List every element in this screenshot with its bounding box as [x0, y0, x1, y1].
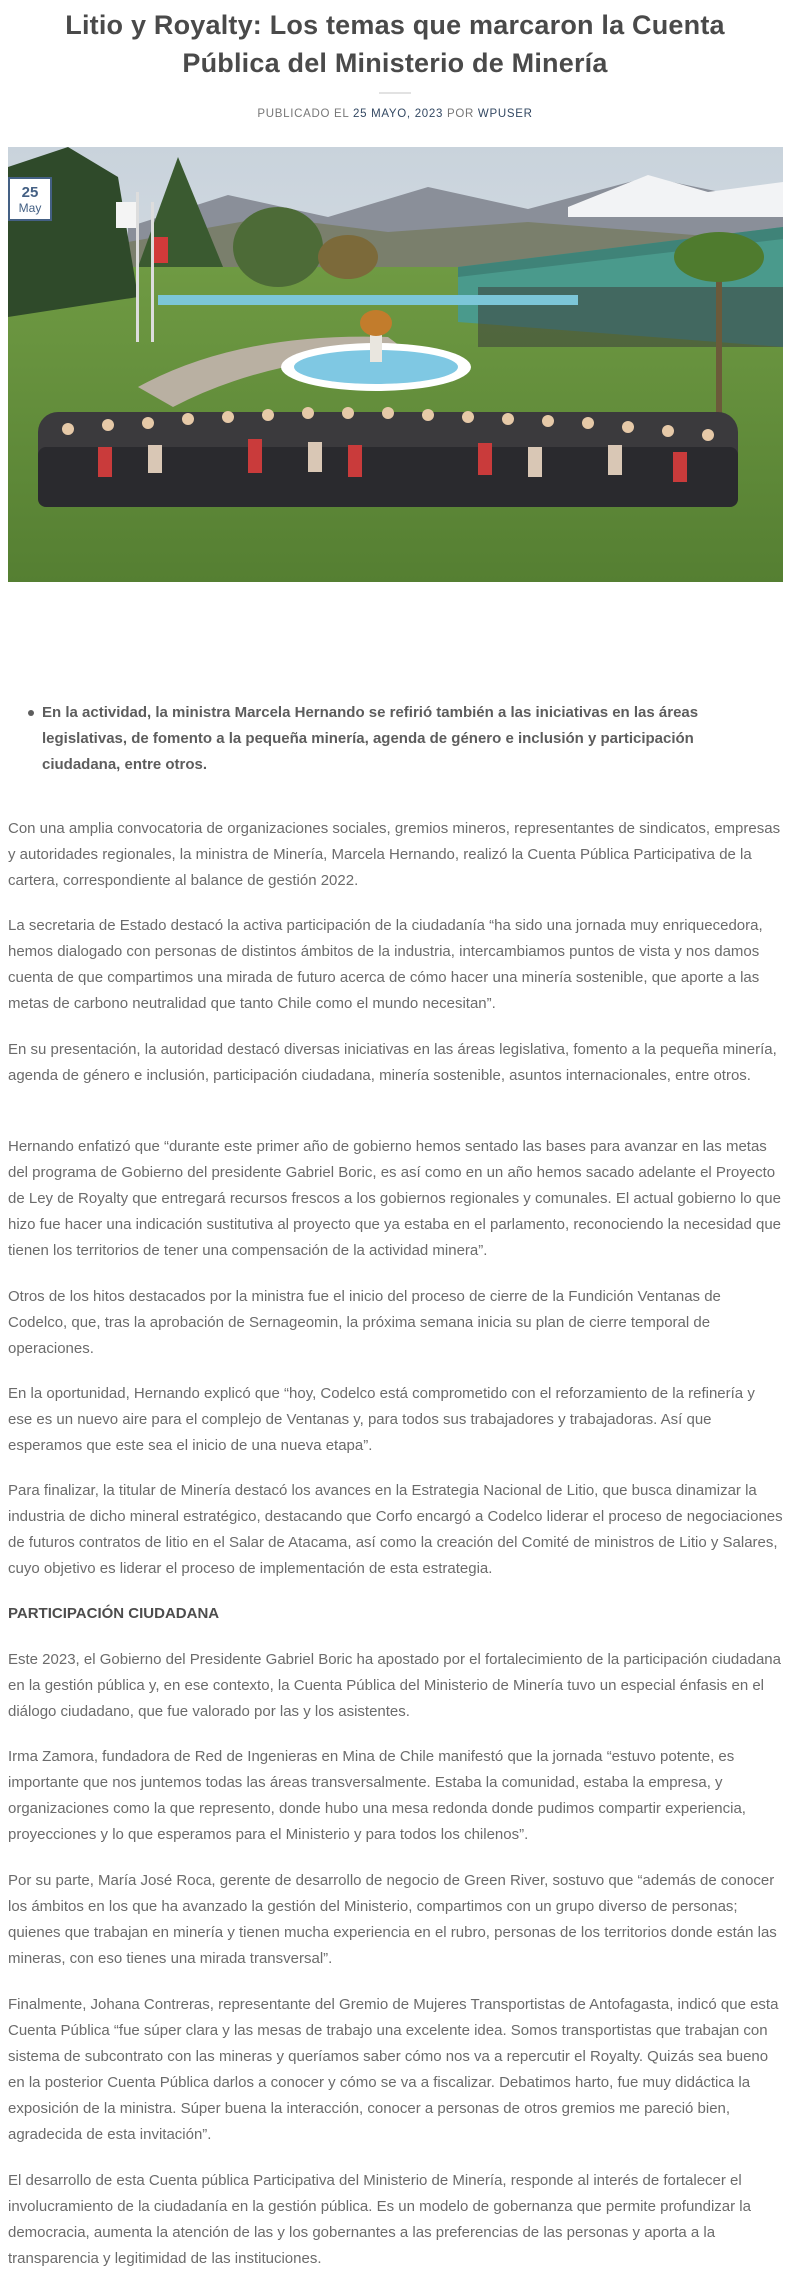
paragraph-2: La secretaria de Estado destacó la activa participación de la ciudadanía “ha sido una jornada muy enriquecedora, hemos dialogado con personas de distintos ámbitos de la industria, intercambiamos puntos de vista y nos damos cuenta de que compartimos una mirada de futuro acerca de cómo hacer una minería sostenible, que aporte a las metas de carbono neutralidad que tanto Chile como el mundo necesitan”. — [8, 917, 763, 1012]
badge-day: 25 — [21, 184, 39, 201]
badge-month: May — [18, 201, 42, 215]
article-title: Litio y Royalty: Los temas que marcaron la Cuenta Pública del Ministerio de Minería — [65, 10, 725, 78]
paragraph-6: En la oportunidad, Hernando explicó que “hoy, Codelco está comprometido con el reforzamiento de la refinería y ese es un nuevo aire para el complejo de Ventanas y, para todos sus trabajadores y trabajadoras. Así que esperamos que este sea el inicio de una nueva etapa”. — [8, 1385, 755, 1454]
by-label: POR — [446, 108, 475, 120]
section-heading: PARTICIPACIÓN CIUDADANA — [8, 1605, 220, 1622]
paragraph-7: Para finalizar, la titular de Minería destacó los avances en la Estrategia Nacional de Litio, que busca dinamizar la industria de dicho mineral estratégico, destacando que Corfo encargó a Codelco liderar el proceso de negociaciones de futuros contratos de litio en el Salar de Atacama, así como la creación del Comité de ministros de Litio y Salares, cuyo objetivo es liderar el proceso de implementación de esta estrategia. — [8, 1482, 783, 1577]
paragraph-1: Con una amplia convocatoria de organizaciones sociales, gremios mineros, representantes de sindicatos, empresas y autoridades regionales, la ministra de Minería, Marcela Hernando, realizó la Cuenta Pública Participativa de la cartera, correspondiente al balance de gestión 2022. — [8, 820, 781, 889]
author-link[interactable]: WPUSER — [477, 108, 533, 120]
highlight-bullet: En la actividad, la ministra Marcela Hernando se refirió también a las iniciativas en las áreas legislativas, de fomento a la pequeña minería, agenda de género e inclusión y participación ciudadana, entre otros. — [28, 700, 768, 778]
date-badge — [8, 177, 52, 221]
post-meta — [0, 108, 790, 120]
paragraph-8: Este 2023, el Gobierno del Presidente Gabriel Boric ha apostado por el fortalecimiento de la participación ciudadana en la gestión pública y, en ese contexto, la Cuenta Pública del Ministerio de Minería tuvo un especial énfasis en el diálogo ciudadano, que fue valorado por las y los asistentes. — [8, 1651, 781, 1720]
paragraph-4: Hernando enfatizó que “durante este primer año de gobierno hemos sentado las bases para avanzar en las metas del programa de Gobierno del presidente Gabriel Boric, es así como en un año hemos sacado adelante el Proyecto de Ley de Royalty que entregará recursos frescos a los gobiernos regionales y comunales. El actual gobierno lo que hizo fue hacer una indicación sustitutiva al proyecto que ya estaba en el parlamento, reconociendo la necesidad que tienen los territorios de tener una compensación de la actividad minera”. — [8, 1138, 782, 1259]
paragraph-5: Otros de los hitos destacados por la ministra fue el inicio del proceso de cierre de la Fundición Ventanas de Codelco, que, tras la aprobación de Sernageomin, la próxima semana inicia su plan de cierre temporal de operaciones. — [8, 1288, 721, 1357]
published-label: PUBLICADO EL — [257, 108, 350, 120]
featured-image — [8, 147, 783, 582]
title-divider — [379, 92, 411, 94]
post-date-link[interactable]: 25 MAYO, 2023 — [353, 108, 444, 120]
paragraph-10: Por su parte, María José Roca, gerente de desarrollo de negocio de Green River, sostuvo que “además de conocer los ámbitos en los que ha avanzado la gestión del Ministerio, compartimos con un grupo diverso de personas; quienes que trabajan en minería y tienen mucha experiencia en el rubro, personas de los territorios donde están las mineras, con eso tienes una mirada transversal”. — [8, 1872, 777, 1967]
paragraph-9: Irma Zamora, fundadora de Red de Ingenieras en Mina de Chile manifestó que la jornada “estuvo potente, es importante que nos juntemos todas las áreas transversalmente. Estaba la comunidad, estaba la empresa, y organizaciones como la que represento, donde hubo una mesa redonda donde pudimos compartir experiencia, proyecciones y lo que esperamos para el Ministerio y para todos los chilenos”. — [8, 1748, 746, 1843]
paragraph-11: Finalmente, Johana Contreras, representante del Gremio de Mujeres Transportistas de Antofagasta, indicó que esta Cuenta Pública “fue súper clara y las mesas de trabajo una excelente idea. Somos transportistas que trabajan con sistema de subcontrato con las mineras y queríamos saber cómo nos va a repercutir el Royalty. Quizás sea bueno en la posterior Cuenta Pública darlos a conocer y cómo se va a fiscalizar. Debatimos harto, fue muy didáctica la exposición de la ministra. Súper buena la interacción, conocer a personas de otros gremios me pareció bien, agradecida de esta invitación”. — [8, 1996, 779, 2143]
paragraph-12: El desarrollo de esta Cuenta pública Participativa del Ministerio de Minería, responde al interés de fortalecer el involucramiento de la ciudadanía en la gestión pública. Es un modelo de gobernanza que permite profundizar la democracia, aumenta la atención de las y los gobernantes a las preferencias de las personas y aporta a la transparencia y legitimidad de las instituciones. — [8, 2172, 751, 2267]
group-photo-illustration — [8, 147, 783, 582]
paragraph-3: En su presentación, la autoridad destacó diversas iniciativas en las áreas legislativa, fomento a la pequeña minería, agenda de género e inclusión, participación ciudadana, minería sostenible, asuntos internacionales, entre otros. — [8, 1041, 777, 1084]
